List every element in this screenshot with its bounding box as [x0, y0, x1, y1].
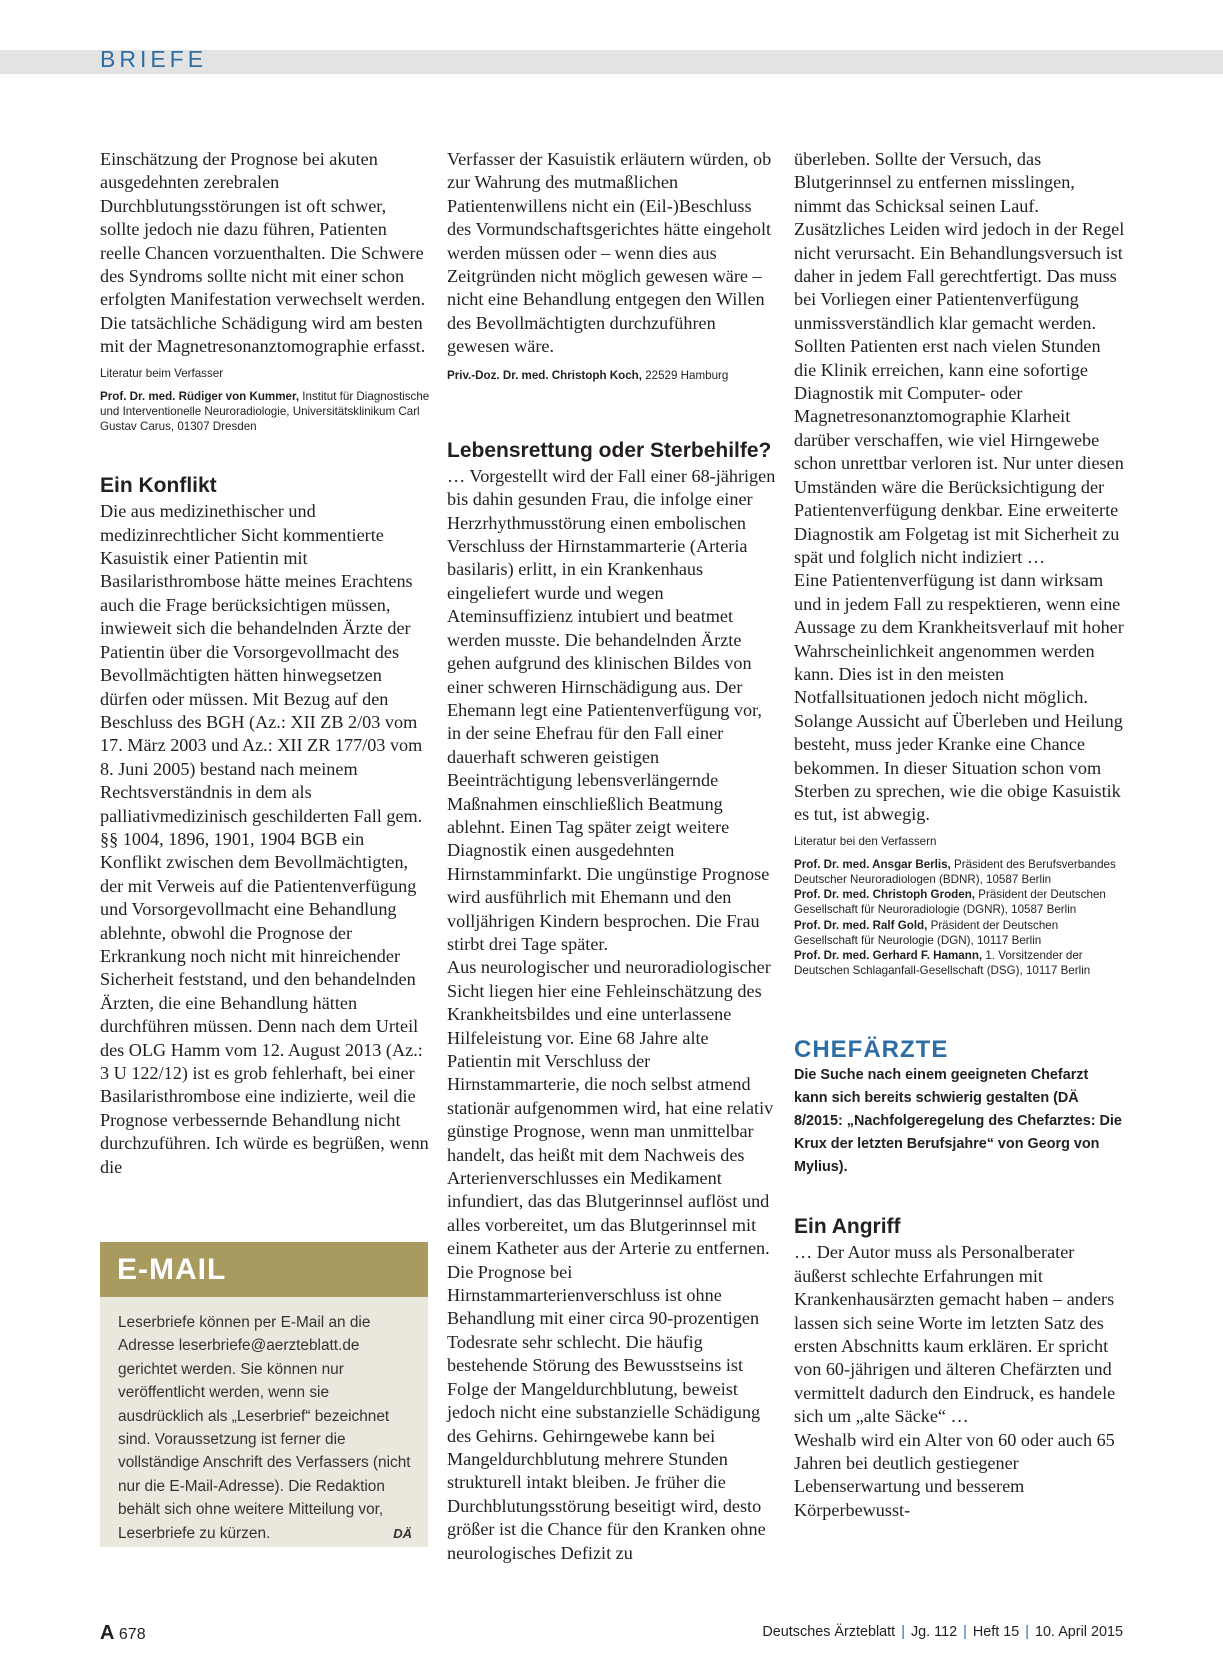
letter-text: Die Prognose bei Hirnstammarterienverschluss ist ohne Behandlung mit einer circa 90-prozentigen Todesrate sehr schlecht. Die häufig bestehende Störung des Bewusstseins ist Folge der Mangeldurchblutung, beweist jedoch nicht eine substanzielle Schädigung des Gehirns. Gehirngewebe kann bei Mangeldurchblutung mehrere Stunden strukturell intakt bleiben. Je früher die Durchblutungsstörung beseitigt wird, desto größer ist die Chance für den Kranken ohne neurologisches Defizit zu: [447, 1261, 766, 1563]
author-signature: [794, 918, 1125, 948]
footer-separator: |: [1025, 1624, 1029, 1640]
section-title: BRIEFE: [100, 46, 208, 72]
column-3: [794, 148, 1125, 1522]
author-affiliation: 1. Vorsitzender der Deutschen Schlaganfall-Gesellschaft (DSG), 10117 Berlin: [794, 949, 1091, 978]
author-signature: [794, 948, 1125, 978]
author-signature: [794, 887, 1125, 917]
email-box-signature: DÄ: [393, 1525, 412, 1541]
author-affiliation: 22529 Hamburg: [641, 368, 729, 382]
journal-footer: [762, 1624, 1123, 1640]
letter-text: … Der Autor muss als Personalberater äußerst schlechte Erfahrungen mit Krankenhausärzten gemacht haben – anders lassen sich seine Worte im letzten Satz des ersten Abschnitts kaum erklären. Er spricht von 60-jährigen und älteren Chefärzten und vermittelt dadurch den Eindruck, es handele sich um „alte Säcke“ …: [794, 1242, 1116, 1427]
email-box-body: Leserbriefe können per E-Mail an die Adresse leserbriefe@aerzteblatt.de gerichtet werden. Sie können nur veröffentlicht werden, wenn sie ausdrücklich als „Leserbrief“ bezeichnet sind. Voraussetzung ist ferner die vollständige Anschrift des Verfassers (nicht nur die E-Mail-Adresse). Die Redaktion behält sich ohne weitere Mitteilung vor, Leserbriefe zu kürzen.: [118, 1314, 411, 1542]
journal-name: Deutsches Ärzteblatt: [762, 1624, 896, 1640]
journal-date: 10. April 2015: [1034, 1624, 1123, 1640]
email-box-title: E-MAIL: [100, 1242, 428, 1297]
author-name: Prof. Dr. med. Rüdiger von Kummer,: [100, 389, 300, 403]
letter-heading: Lebensrettung oder Sterbehilfe?: [447, 438, 772, 462]
author-name: Prof. Dr. med. Ansgar Berlis,: [794, 857, 951, 871]
email-info-box: [100, 1242, 428, 1547]
letter-text: Eine Patientenverfügung ist dann wirksam und in jedem Fall zu respektieren, wenn eine Aussage zu dem Krankheitsverlauf mit hoher Wahrscheinlichkeit angenommen werden kann. Dies ist in den meisten Notfallsituationen jedoch nicht möglich. Solange Aussicht auf Überleben und Heilung besteht, muss jeder Kranke eine Chance bekommen. In dieser Situation schon vom Sterben zu sprechen, wie die obige Kasuistik es tut, ist abwegig.: [794, 570, 1124, 825]
author-name: Prof. Dr. med. Ralf Gold,: [794, 918, 928, 932]
author-signature: [100, 389, 430, 435]
topic-heading: CHEFÄRZTE: [794, 1036, 949, 1064]
letter-text: Verfasser der Kasuistik erläutern würden, ob zur Wahrung des mutmaßlichen Patientenwillens nicht ein (Eil-)Beschluss des Vormundschaftsgerichtes hätte eingeholt werden müssen oder – wenn dies aus Zeitgründen nicht möglich gewesen wäre – nicht eine Behandlung entgegen den Willen des Bevollmächtigten durchzuführen gewesen wäre.: [447, 149, 772, 357]
literature-note: Literatur bei den Verfassern: [794, 834, 937, 848]
footer-separator: |: [963, 1624, 967, 1640]
topic-teaser: Die Suche nach einem geeigneten Chefarzt kann sich bereits schwierig gestalten (DÄ 8/2015: „Nachfolgeregelung des Chefarztes: Die Krux der letzten Berufsjahre“ von Georg von Mylius).: [794, 1067, 1122, 1176]
column-1: [100, 148, 430, 1179]
column-2: [447, 148, 777, 1565]
author-name: Prof. Dr. med. Christoph Groden,: [794, 888, 976, 902]
letter-text: Weshalb wird ein Alter von 60 oder auch 65 Jahren bei deutlich gestiegener Lebenserwartung und besserem Körperbewusst-: [794, 1429, 1115, 1520]
author-signature: [447, 368, 777, 383]
author-name: Priv.-Doz. Dr. med. Christoph Koch,: [447, 368, 642, 382]
letter-heading: Ein Konflikt: [100, 474, 217, 498]
journal-issue: Heft 15: [972, 1624, 1020, 1640]
author-signature: [794, 857, 1125, 887]
author-affiliation: Präsident des Berufsverbandes Deutscher Neuroradiologen (BDNR), 10587 Berlin: [794, 857, 1116, 886]
page-prefix: A: [100, 1622, 115, 1644]
letter-text: Aus neurologischer und neuroradiologischer Sicht liegen hier eine Fehleinschätzung des Krankheitsbildes und eine unterlassene Hilfeleistung vor. Eine 68 Jahre alte Patientin mit Verschluss der Hirnstammarterie, die noch selbst atmend stationär aufgenommen wird, hat eine relativ günstige Prognose, wenn man unmittelbar handelt, das heißt mit dem Nachweis des Arterienverschlusses ein Medikament infundiert, das das Blutgerinnsel auflöst und alles vorbereitet, um das Blutgerinnsel mit einem Katheter aus der Arterie zu entfernen.: [447, 957, 774, 1259]
journal-volume: Jg. 112: [910, 1624, 958, 1640]
page-number-value: 678: [118, 1626, 146, 1643]
footer-separator: |: [901, 1624, 905, 1640]
literature-note: Literatur beim Verfasser: [100, 366, 224, 380]
letter-text: Einschätzung der Prognose bei akuten ausgedehnten zerebralen Durchblutungsstörungen ist oft schwer, sollte jedoch nie dazu führen, Patienten reelle Chancen vorzuenthalten. Die Schwere des Syndroms sollte nicht mit einer schon erfolgten Manifestation verwechselt werden. Die tatsächliche Schädigung wird am besten mit der Magnetresonanztomographie erfasst.: [100, 149, 426, 357]
author-name: Prof. Dr. med. Gerhard F. Hamann,: [794, 949, 983, 962]
letter-text: Die aus medizinethischer und medizinrechtlicher Sicht kommentierte Kasuistik einer Patientin mit Basilaristhrombose hätte meines Erachtens auch die Frage berücksichtigen müssen, inwieweit sich die behandelnden Ärzte der Patientin über die Vorsorgevollmacht des Bevollmächtigten hätten hinwegsetzen dürfen oder müssen. Mit Bezug auf den Beschluss des BGH (Az.: XII ZB 2/03 vom 17. März 2003 und Az.: XII ZR 177/03 vom 8. Juni 2005) bestand nach meinem Rechtsverständnis in dem als palliativmedizinisch geschilderten Fall gem. §§ 1004, 1896, 1901, 1904 BGB ein Konflikt zwischen dem Bevollmächtigten, der mit Verweis auf die Patientenverfügung und Vorsorgevollmacht eine Behandlung ablehnte, obwohl die Prognose der Erkrankung noch nicht mit hinreichender Sicherheit feststand, und den behandelnden Ärzten, die eine Behandlung hätten durchführen müssen. Denn nach dem Urteil des OLG Hamm vom 12. August 2013 (Az.: 3 U 122/12) ist es grob fehlerhaft, bei einer Basilaristhrombose eine indizierte, weil die Prognose verbessernde Behandlung nicht durchzuführen. Ich würde es begrüßen, wenn die: [100, 501, 429, 1177]
author-affiliation: Präsident der Deutschen Gesellschaft für Neurologie (DGN), 10117 Berlin: [794, 918, 1059, 947]
page-number: [100, 1622, 146, 1645]
letter-text: … Vorgestellt wird der Fall einer 68-jährigen bis dahin gesunden Frau, die infolge einer Herzrhythmusstörung einen embolischen Verschluss der Hirnstammarterie (Arteria basilaris) erlitt, in ein Krankenhaus eingeliefert wurde und wegen Ateminsuffizienz intubiert und beatmet werden musste. Die behandelnden Ärzte gehen aufgrund des klinischen Bildes von einer schweren Hirnschädigung aus. Der Ehemann legt eine Patientenverfügung vor, in der seine Ehefrau für den Fall einer dauerhaft schweren geistigen Beeinträchtigung lebensverlängernde Maßnahmen einschließlich Beatmung ablehnt. Einen Tag später zeigt weitere Diagnostik einen ausgedehnten Hirnstamminfarkt. Die ungünstige Prognose wird ausführlich mit Ehemann und den volljährigen Kindern besprochen. Die Frau stirbt drei Tage später.: [447, 465, 776, 954]
author-affiliation: Institut für Diagnostische und Interventionelle Neuroradiologie, Universitätsklinikum Carl Gustav Carus, 01307 Dresden: [100, 389, 430, 434]
author-affiliation: Präsident der Deutschen Gesellschaft für Neuroradiologie (DGNR), 10587 Berlin: [794, 888, 1106, 917]
letter-text: überleben. Sollte der Versuch, das Blutgerinnsel zu entfernen misslingen, nimmt das Schicksal seinen Lauf. Zusätzliches Leiden wird jedoch in der Regel nicht verursacht. Ein Behandlungsversuch ist daher in jedem Fall gerechtfertigt. Das muss bei Vorliegen einer Patientenverfügung unmissverständlich klar gemacht werden. Sollten Patienten erst nach vielen Stunden die Klinik erreichen, kann eine sofortige Diagnostik mit Computer- oder Magnetresonanztomographie Klarheit darüber verschaffen, wie viel Hirngewebe schon unrettbar verloren ist. Nur unter diesen Umständen wäre die Berücksichtigung der Patientenverfügung denkbar. Eine erweiterte Diagnostik am Folgetag ist mit Sicherheit zu spät und folglich nicht indiziert …: [794, 149, 1125, 567]
email-box-text: [100, 1297, 428, 1545]
letter-heading: Ein Angriff: [794, 1215, 901, 1239]
